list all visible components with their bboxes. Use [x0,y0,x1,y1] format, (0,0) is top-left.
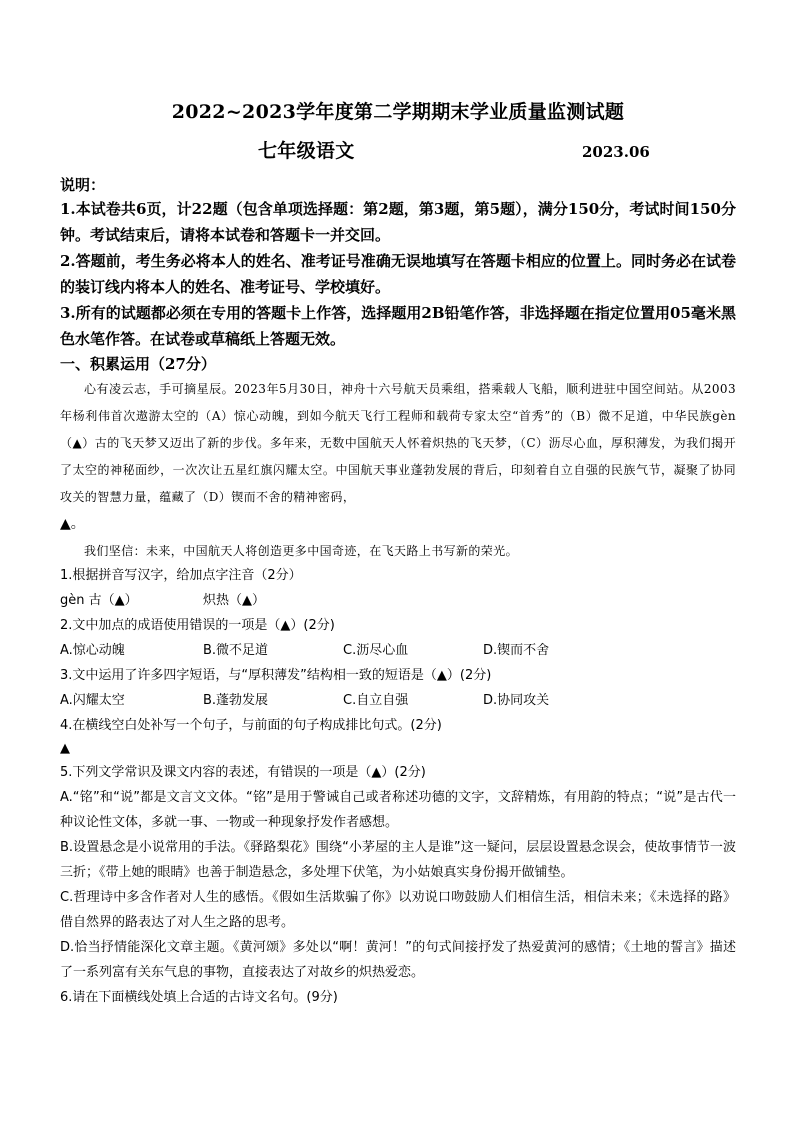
exam-date: 2023.06 [582,143,650,161]
question-2-options [60,638,736,663]
instruction-item-2: 2.答题前，考生务必将本人的姓名、准考证号准确无误地填写在答题卡相应的位置上。同时务必在试卷的装订线内将本人的姓名、准考证号、学校填好。 [60,252,736,296]
question-3-stem: 3.文中运用了许多四字短语，与“厚积薄发”结构相一致的短语是（▲）(2分) [60,668,492,683]
question-2-option-d: D.锲而不舍 [483,643,550,658]
section-heading: 一、积累运用（27分） [60,355,216,373]
subtitle-row [60,134,736,168]
question-1-item-pinyin: gèn 古（▲） [60,593,138,608]
question-3-options [60,688,736,713]
exam-subject: 七年级语文 [258,140,355,162]
question-3-option-b: B.蓬勃发展 [203,693,269,708]
question-5-stem: 5.下列文学常识及课文内容的表述，有错误的一项是（▲）(2分) [60,765,426,780]
question-1-item-phonetic: 炽热（▲） [203,593,265,608]
question-5-option-c: C.哲理诗中多含作者对人生的感悟。《假如生活欺骗了你》以劝说口吻鼓励人们相信生活，相信未来；《未选择的路》借自然界的路表达了对人生之路的思考。 [60,890,736,930]
question-5-option-d: D.恰当抒情能深化文章主题。《黄河颂》多处以“啊！黄河！”的句式间接抒发了热爱黄河的感情；《土地的誓言》描述了一系列富有关东气息的事物，直接表达了对故乡的炽热爱恋。 [60,940,736,980]
question-4-answer-blank: ▲ [60,741,70,756]
instruction-item-3: 3.所有的试题都必须在专用的答题卡上作答，选择题用2B铅笔作答，非选择题在指定位置用05毫米黑色水笔作答。在试卷或草稿纸上答题无效。 [60,304,736,348]
question-5-option-b: B.设置悬念是小说常用的手法。《驿路梨花》围绕“小茅屋的主人是谁”这一疑问，层层设置悬念误会，使故事情节一波三折；《带上她的眼睛》也善于制造悬念，多处埋下伏笔，为小姑娘真实身份揭开做铺垫。 [60,840,736,880]
passage-blank: ▲。 [60,516,85,532]
instructions-label: 说明： [60,176,106,194]
question-2-option-c: C.沥尽心血 [343,643,409,658]
question-2-option-a: A.惊心动魄 [60,643,125,658]
question-2-option-b: B.微不足道 [203,643,269,658]
reading-passage: 心有凌云志，手可摘星辰。2023年5月30日，神舟十六号航天员乘组，搭乘载人飞船，顺利进驻中国空间站。从2003年杨利伟首次遨游太空的（A）惊心动魄，到如今航天飞行工程师和载荷专家太空“首秀”的（B）微不足道，中华民族gèn（▲）古的飞天梦又迈出了新的步伐。多年来，无数中国航天人怀着炽热的飞天梦，（C）沥尽心血，厚积薄发，为我们揭开了太空的神秘面纱，一次次让五星红旗闪耀太空。中国航天事业蓬勃发展的背后，印刻着自立自强的民族气节，凝聚了协同攻关的智慧力量，蕴藏了（D）锲而不舍的精神密码， [60,382,736,504]
question-2-stem: 2.文中加点的成语使用错误的一项是（▲）(2分) [60,618,335,633]
question-6-stem: 6.请在下面横线处填上合适的古诗文名句。(9分) [60,990,338,1005]
question-4-stem: 4.在横线空白处补写一个句子，与前面的句子构成排比句式。(2分) [60,718,442,733]
question-3-option-a: A.闪耀太空 [60,693,125,708]
question-3-option-c: C.自立自强 [343,693,409,708]
reading-passage-closing: 我们坚信：未来，中国航天人将创造更多中国奇迹，在飞天路上书写新的荣光。 [84,544,519,558]
question-3-option-d: D.协同攻关 [483,693,550,708]
exam-title: 2022~2023学年度第二学期期末学业质量监测试题 [171,101,625,123]
question-1-items [60,588,736,613]
question-5-option-a: A.“铭”和“说”都是文言文文体。“铭”是用于警诫自己或者称述功德的文字，文辞精炼，有用韵的特点；“说”是古代一种议论性文体，多就一事、一物或一种现象抒发作者感想。 [60,790,736,830]
instruction-item-1: 1.本试卷共6页，计22题（包含单项选择题：第2题，第3题，第5题），满分150分，考试时间150分钟。考试结束后，请将本试卷和答题卡一并交回。 [60,200,736,244]
question-1-stem: 1.根据拼音写汉字，给加点字注音（2分） [60,568,302,583]
